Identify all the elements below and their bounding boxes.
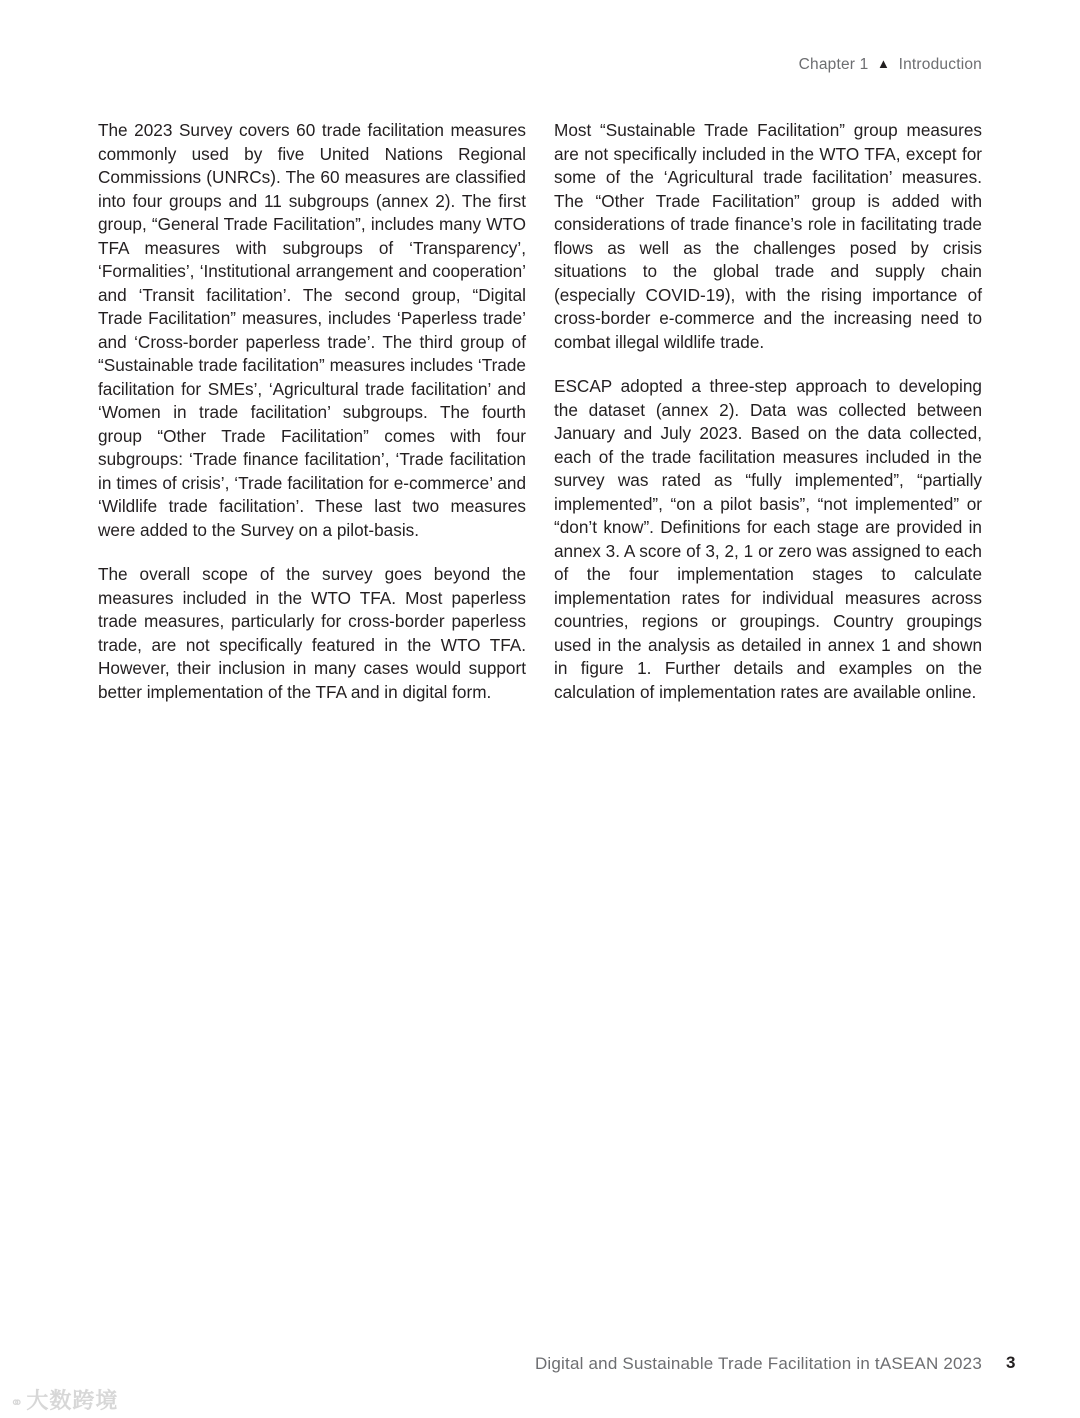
right-column: [554, 119, 982, 725]
paragraph: The overall scope of the survey goes beyond the measures included in the WTO TFA. Most paperless trade measures, particularly for cross-border paperless trade, are not specifically featured in the WTO TFA. However, their inclusion in many cases would support better implementation of the TFA and in digital form.: [98, 564, 526, 702]
logo-icon: ⚭: [10, 1395, 25, 1412]
running-header: [799, 56, 982, 74]
left-column: [98, 119, 526, 725]
section-label: Introduction: [898, 56, 982, 73]
paragraph: ESCAP adopted a three-step approach to developing the dataset (annex 2). Data was collected between January and July 2023. Based on the data collected, each of the trade facilitation measures included in the survey was rated as “fully implemented”, “partially implemented”, “on a pilot basis”, “not implemented” or “don’t know”. Definitions for each stage are provided in annex 3. A score of 3, 2, 1 or zero was assigned to each of the four implementation stages to calculate implementation rates for individual measures across countries, regions or groupings. Country groupings used in the analysis as detailed in annex 1 and shown in figure 1. Further details and examples on the calculation of implementation rates are available online.: [554, 376, 982, 702]
watermark: [10, 1384, 118, 1415]
paragraph: Most “Sustainable Trade Facilitation” group measures are not specifically included in the WTO TFA, except for some of the ‘Agricultural trade facilitation’ measures. The “Other Trade Facilitation” group is added with considerations of trade finance’s role in facilitating trade flows as well as the challenges posed by crisis situations to the global trade and supply chain (especially COVID-19), with the rising importance of cross-border e-commerce and the increasing need to combat illegal wildlife trade.: [554, 120, 982, 352]
page-number: 3: [1006, 1353, 1016, 1372]
running-footer-title: Digital and Sustainable Trade Facilitation in tASEAN 2023: [534, 1354, 982, 1373]
watermark-text: 大数跨境: [26, 1388, 119, 1413]
triangle-icon: ▲: [877, 56, 891, 71]
paragraph: The 2023 Survey covers 60 trade facilitation measures commonly used by five United Nations Regional Commissions (UNRCs). The 60 measures are classified into four groups and 11 subgroups (annex 2). The first group, “General Trade Facilitation”, includes many WTO TFA measures with subgroups of ‘Transparency’, ‘Formalities’, ‘Institutional arrangement and cooperation’ and ‘Transit facilitation’. The second group, “Digital Trade Facilitation” measures, includes ‘Paperless trade’ and ‘Cross-border paperless trade’. The third group of “Sustainable trade facilitation” measures includes ‘Trade facilitation for SMEs’, ‘Agricultural trade facilitation’ and ‘Women in trade facilitation’ subgroups. The fourth group “Other Trade Facilitation” comes with four subgroups: ‘Trade finance facilitation’, ‘Trade facilitation in times of crisis’, ‘Trade facilitation for e-commerce’ and ‘Wildlife trade facilitation’. These last two measures were added to the Survey on a pilot-basis.: [98, 120, 526, 540]
chapter-label: Chapter 1: [798, 56, 869, 73]
